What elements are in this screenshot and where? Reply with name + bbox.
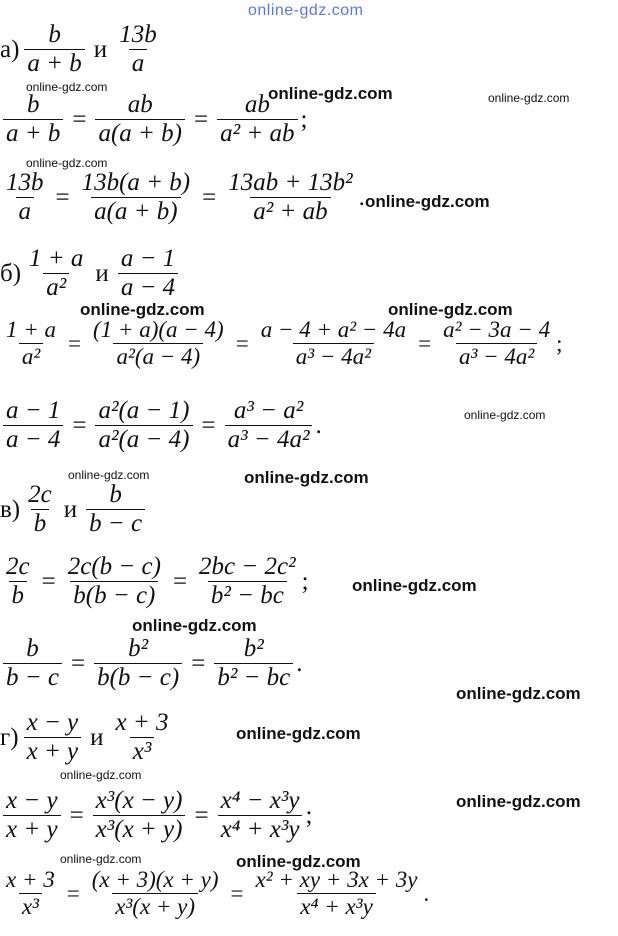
part-a-label: а) xyxy=(0,35,20,63)
watermark: online-gdz.com xyxy=(365,192,490,211)
equation-g2: $\frac{x + 3}{\text{x³}}$ = $\frac{(x + 3)(x + y)}{\text{x³(x + y)}}$ = $\frac{\text{x² + xy + 3x + 3y}}{\text{x⁴ + x³y}}$ . xyxy=(6,867,430,920)
watermark: online-gdz.com xyxy=(464,408,546,422)
part-v-statement: в) $\frac{2c}{b}$ и $\frac{b}{b - c}$ xyxy=(0,482,148,538)
part-v-label: в) xyxy=(0,495,21,523)
equation-a2: $\frac{13b}{a}$ = $\frac{13b(a + b)}{a(a + b)}$ = $\frac{\text{13ab + 13b²}}{\text{a² + ab}}$ . xyxy=(6,169,365,226)
part-b-statement: б) $\frac{1 + a}{\text{a²}}$ и $\frac{a - 1}{a - 4}$ xyxy=(0,246,181,302)
watermark: online-gdz.com xyxy=(26,156,108,170)
fraction: $\frac{b}{a + b}$ xyxy=(24,22,84,78)
watermark: online-gdz.com xyxy=(456,792,581,811)
watermark: online-gdz.com xyxy=(352,576,477,595)
watermark: online-gdz.com xyxy=(456,684,581,703)
header-watermark: online-gdz.com xyxy=(248,2,364,19)
equation-g1: $\frac{x - y}{x + y}$ = $\frac{\text{x³(x − y)}}{\text{x³(x + y)}}$ = $\frac{\text{x⁴ − x³y}}{\text{x⁴ + x³y}}$ ; xyxy=(0,788,312,844)
equation-a1: $\frac{b}{a + b}$ = $\frac{ab}{a(a + b)}$ = $\frac{ab}{\text{a² + ab}}$ ; xyxy=(0,92,307,148)
watermark: online-gdz.com xyxy=(388,300,513,319)
watermark: online-gdz.com xyxy=(236,852,361,871)
watermark: online-gdz.com xyxy=(236,724,361,743)
watermark: online-gdz.com xyxy=(26,80,108,94)
part-b-label: б) xyxy=(0,259,22,287)
part-g-statement: г) $\frac{x - y}{x + y}$ и $\frac{x + 3}{\text{x³}}$ xyxy=(0,709,169,766)
part-g-label: г) xyxy=(0,723,19,751)
watermark: online-gdz.com xyxy=(132,616,257,635)
conjunction: и xyxy=(93,35,108,63)
watermark: online-gdz.com xyxy=(244,468,369,487)
watermark: online-gdz.com xyxy=(488,91,570,105)
watermark: online-gdz.com xyxy=(268,84,393,103)
watermark: online-gdz.com xyxy=(68,468,150,482)
equation-b2: $\frac{a - 1}{a - 4}$ = $\frac{\text{a²(a − 1)}}{\text{a²(a − 4)}}$ = $\frac{\text{a³ − a²}}{\text{a³ − 4a²}}$ . xyxy=(0,398,322,454)
equation-v1: $\frac{2c}{b}$ = $\frac{2c(b - c)}{b(b - c)}$ = $\frac{\text{2bc − 2c²}}{\text{b² − bc}}$ ; xyxy=(6,553,309,610)
watermark: online-gdz.com xyxy=(60,768,142,782)
part-a-statement xyxy=(0,22,163,78)
watermark: online-gdz.com xyxy=(60,852,142,866)
watermark: online-gdz.com xyxy=(80,300,205,319)
fraction: $\frac{13b}{a}$ xyxy=(119,21,157,78)
equation-b1: $\frac{1 + a}{\text{a²}}$ = $\frac{(1 + a)(a - 4)}{\text{a²(a − 4)}}$ = $\frac{\text{a − 4 + a² − 4a}}{\text{a³ − 4a²}}$ = $\frac{\text{a² − 3a − 4}}{\text{a³ − 4a²}}$ ; xyxy=(6,317,563,370)
equation-v2: $\frac{b}{b - c}$ = $\frac{\text{b²}}{b(b - c)}$ = $\frac{\text{b²}}{\text{b² − bc}}$ . xyxy=(0,636,303,692)
